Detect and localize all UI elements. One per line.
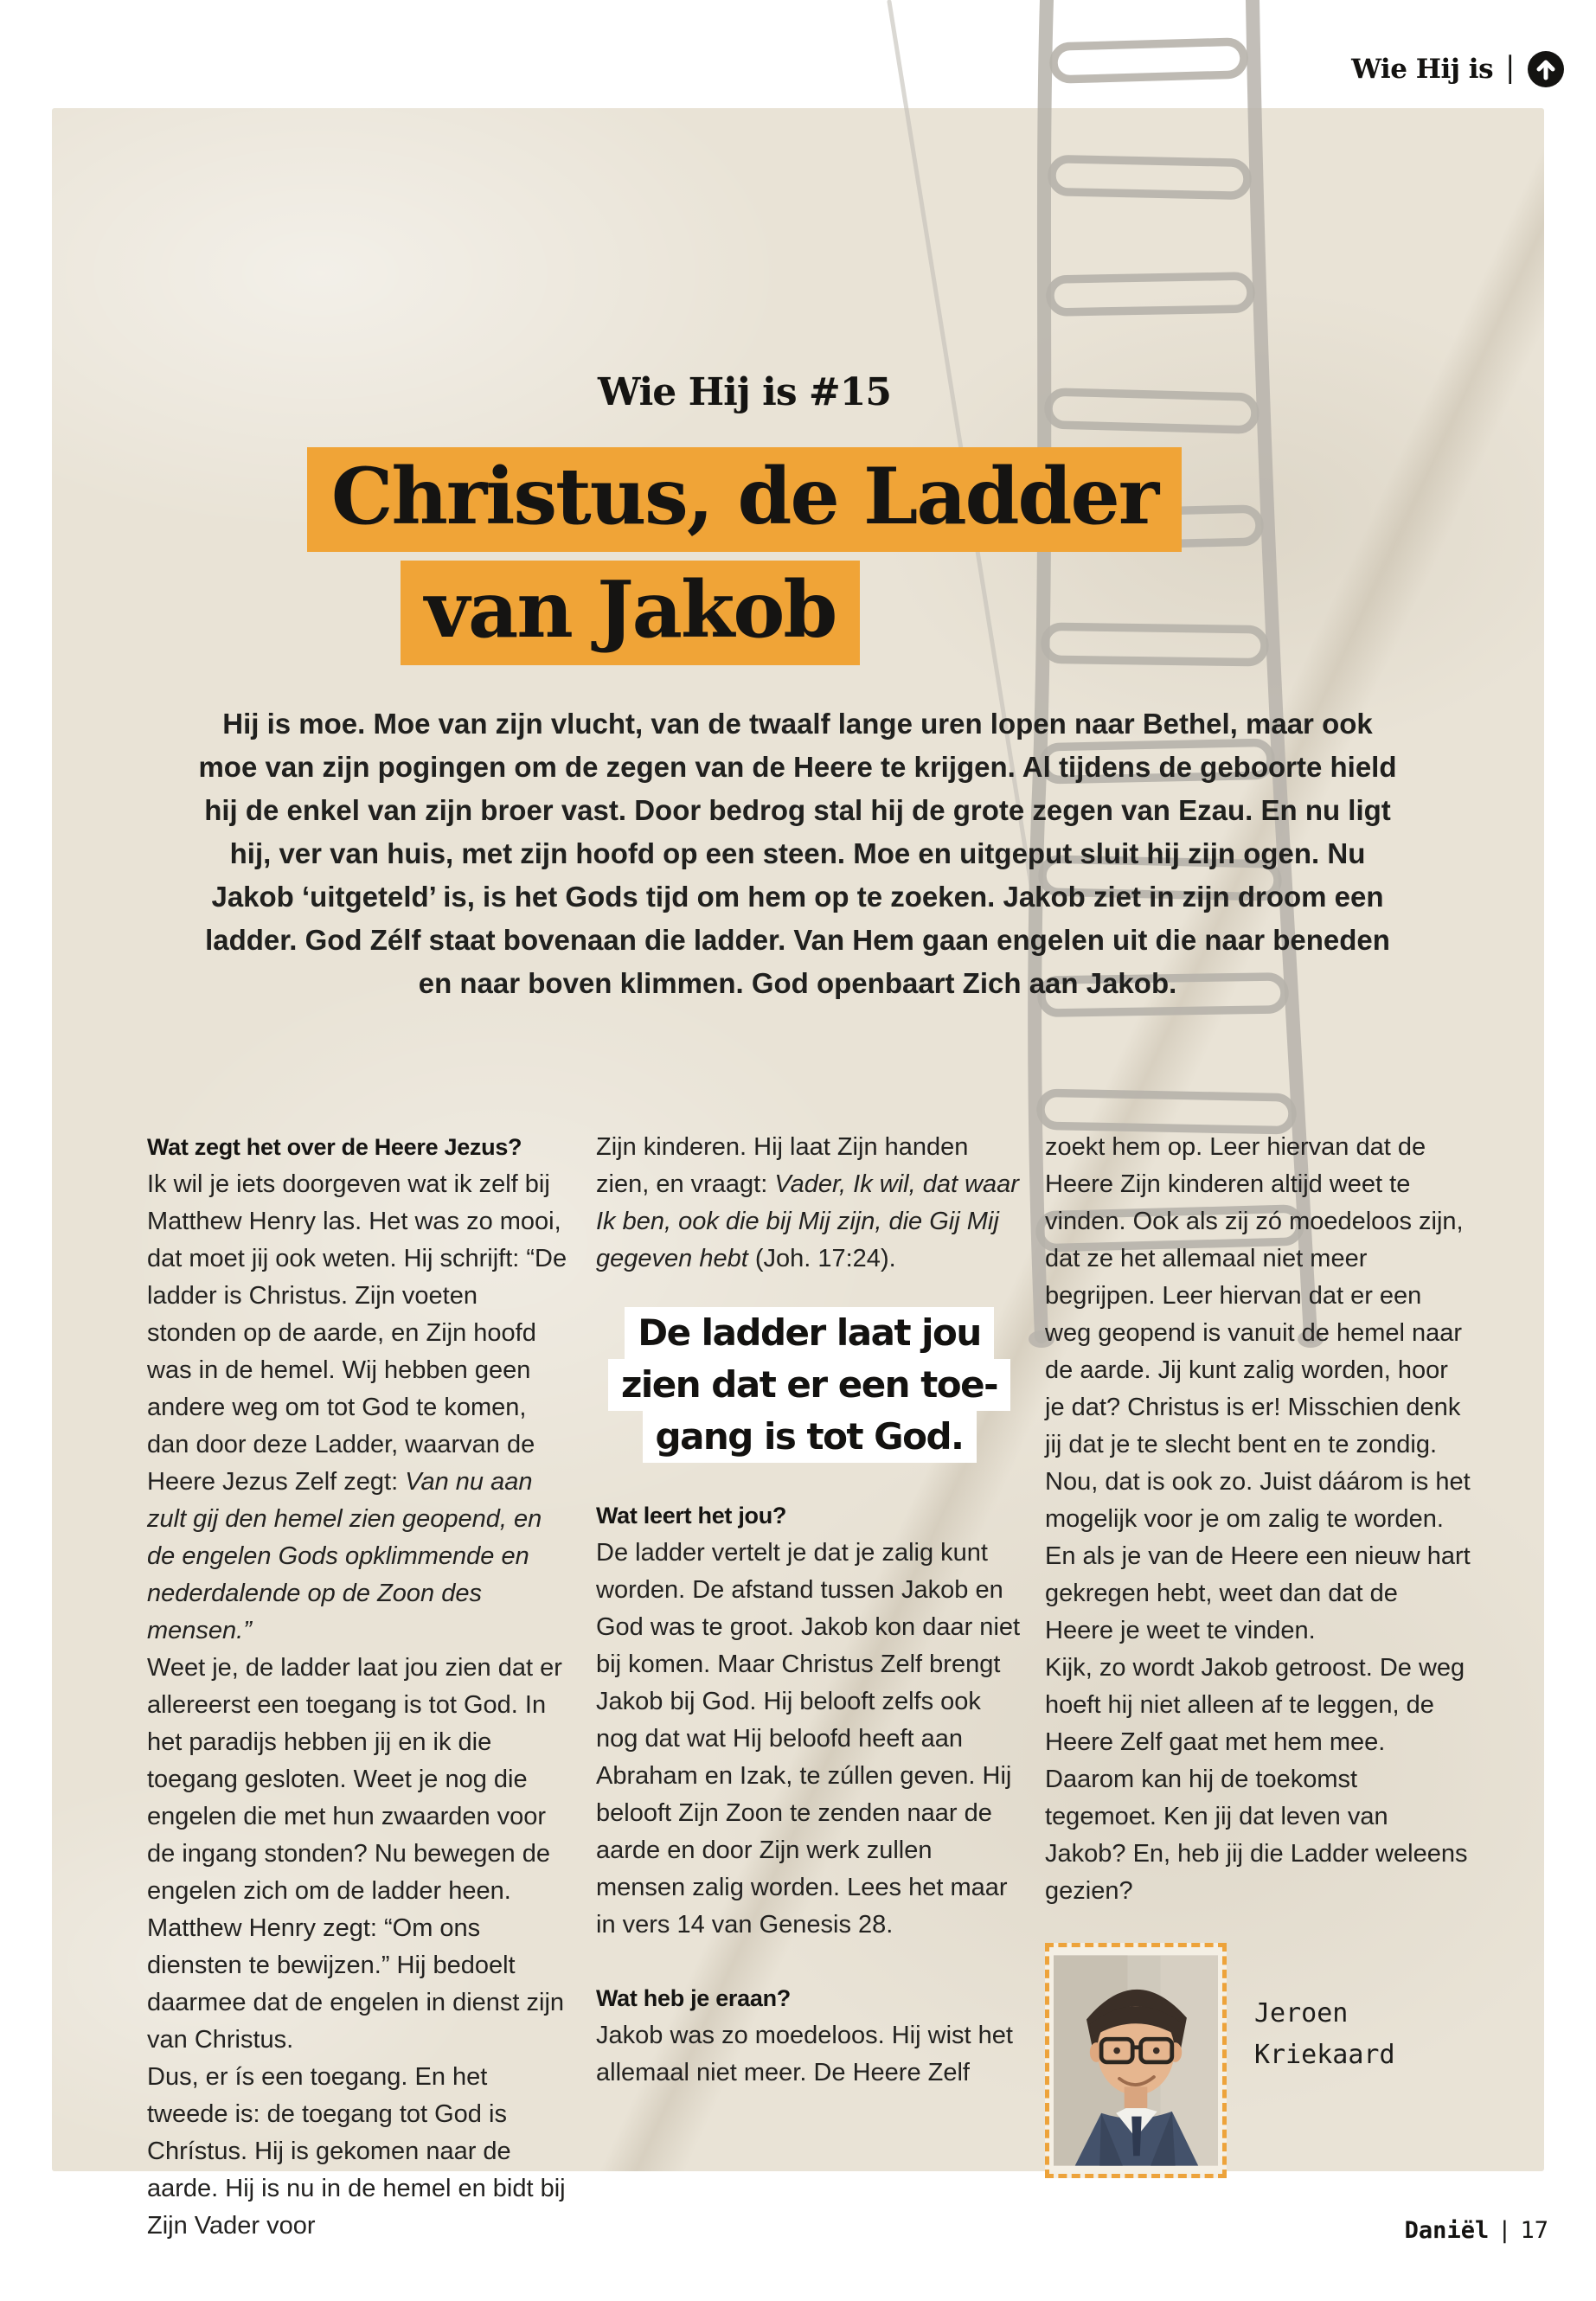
column-1 <box>147 1129 574 2245</box>
page-number: 17 <box>1520 2217 1548 2244</box>
pull-quote-line: gang is tot God. <box>643 1411 977 1463</box>
page-footer <box>1405 2217 1548 2244</box>
paragraph <box>147 1166 574 1650</box>
paragraph: Dus, er ís een toegang. En het tweede is: de toegang tot God is Chrístus. Hij is gekomen naar de aarde. Hij is nu in de hemel en bidt bij Zijn Vader voor <box>147 2063 566 2240</box>
title-line-2: van Jakob <box>401 561 861 665</box>
intro-paragraph: Hij is moe. Moe van zijn vlucht, van de twaalf lange uren lopen naar Bethel, maar ook moe van zijn pogingen om de zegen van de Heere te krijgen. Al tijdens de geboorte hield hij de enkel van zijn broer vast. Door bedrog stal hij de grote zegen van Ezau. En nu ligt hij, ver van huis, met zijn hoofd op een steen. Moe en uitgeput sluit hij zijn ogen. Nu Jakob ‘uitgeteld’ is, is het Gods tijd om hem op te zoeken. Jakob ziet in zijn droom een ladder. God Zélf staat bovenaan die ladder. Van Hem gaan engelen uit die naar beneden en naar boven klimmen. God openbaart Zich aan Jakob. <box>198 708 1397 999</box>
up-arrow-icon[interactable] <box>1527 50 1565 88</box>
paragraph: zoekt hem op. Leer hiervan dat de Heere Zijn kinderen altijd weet te vinden. Ook als zij zó moedeloos zijn, dat ze het allemaal niet meer begrijpen. Leer hiervan dat er een weg geopend is vanuit de hemel naar de aarde. Jij kunt zalig worden, hoor je dat? Christus is er! Misschien denk jij dat je te slecht bent en te zondig. Nou, dat is ook zo. Juist dáárom is het mogelijk voor je om zalig te worden. En als je van de Heere een nieuw hart gekregen hebt, weet dan dat de Heere je weet te vinden. <box>1045 1133 1471 1644</box>
column-2 <box>596 1129 1022 2245</box>
paragraph: Kijk, zo wordt Jakob getroost. De weg hoeft hij niet alleen af te leggen, de Heere Zelf gaat met hem mee. Daarom kan hij de toekomst tegemoet. Ken jij dat leven van Jakob? En, heb jij die Ladder weleens gezien? <box>1045 1654 1468 1905</box>
author-photo <box>1045 1943 1227 2178</box>
portrait-man-glasses-suit-illustration <box>1054 1952 1218 2170</box>
body-columns <box>147 1129 1472 2245</box>
bible-quote-italic: Vader, Ik wil, dat waar Ik ben, ook die bij Mij zijn, die Gij Mij gegeven hebt <box>596 1170 1019 1272</box>
article-kicker: Wie Hij is #15 <box>597 370 892 414</box>
paragraph-text: Zijn kinderen. Hij laat Zijn handen zien, en vraagt: <box>596 1133 969 1198</box>
paragraph-text: (Joh. 17:24). <box>747 1245 896 1272</box>
author-first-name: Jeroen <box>1254 1998 1349 2029</box>
column-heading: Wat leert het jou? <box>596 1503 787 1529</box>
author-name <box>1254 1943 1395 2178</box>
bible-quote-italic: Van nu aan zult gij den hemel zien geopend, en de engelen Gods opklimmende en nederdalende op de Zoon des mensen.” <box>147 1468 542 1644</box>
article-title <box>0 447 1542 665</box>
magazine-name: Daniël <box>1404 2217 1490 2244</box>
pull-quote-line: De ladder laat jou <box>625 1307 994 1359</box>
title-line-1: Christus, de Ladder <box>307 447 1182 552</box>
column-heading: Wat zegt het over de Heere Jezus? <box>147 1134 522 1160</box>
section-label: Wie Hij is <box>1351 54 1494 85</box>
column-3 <box>1045 1129 1471 2245</box>
pull-quote-line: zien dat er een toe- <box>608 1359 1010 1411</box>
author-last-name: Kriekaard <box>1254 2040 1395 2070</box>
page-header <box>1351 50 1565 88</box>
header-separator: | <box>1505 50 1515 85</box>
paragraph: Jakob was zo moedeloos. Hij wist het allemaal niet meer. De Heere Zelf <box>596 2022 1013 2086</box>
paragraph-text: Ik wil je iets doorgeven wat ik zelf bij Matthew Henry las. Het was zo mooi, dat moet jij ook weten. Hij schrijft: “De ladder is Christus. Zijn voeten stonden op de aarde, en Zijn hoofd was in de hemel. Wij hebben geen andere weg om tot God te komen, dan door deze Ladder, waarvan de Heere Jezus Zelf zegt: <box>147 1170 567 1496</box>
pull-quote <box>596 1307 1022 1463</box>
author-block <box>1045 1943 1471 2178</box>
paragraph: Weet je, de ladder laat jou zien dat er allereerst een toegang is tot God. In het paradijs hebben jij en ik die toegang gesloten. Weet je nog die engelen die met hun zwaarden voor de ingang stonden? Nu bewegen de engelen zich om de ladder heen. Matthew Henry zegt: “Om ons diensten te bewijzen.” Hij bedoelt daarmee dat de engelen in dienst zijn van Christus. <box>147 1654 565 2054</box>
footer-separator: | <box>1497 2217 1512 2244</box>
column-heading: Wat heb je eraan? <box>596 1985 791 2011</box>
paragraph <box>596 1129 1022 1278</box>
paragraph: De ladder vertelt je dat je zalig kunt worden. De afstand tussen Jakob en God was te groot. Jakob kon daar niet bij komen. Maar Christus Zelf brengt Jakob bij God. Hij belooft zelfs ook nog dat wat Hij beloofd heeft aan Abraham en Izak, te zúllen geven. Hij belooft Zijn Zoon te zenden naar de aarde en door Zijn werk zullen mensen zalig worden. Lees het maar in vers 14 van Genesis 28. <box>596 1539 1021 1939</box>
